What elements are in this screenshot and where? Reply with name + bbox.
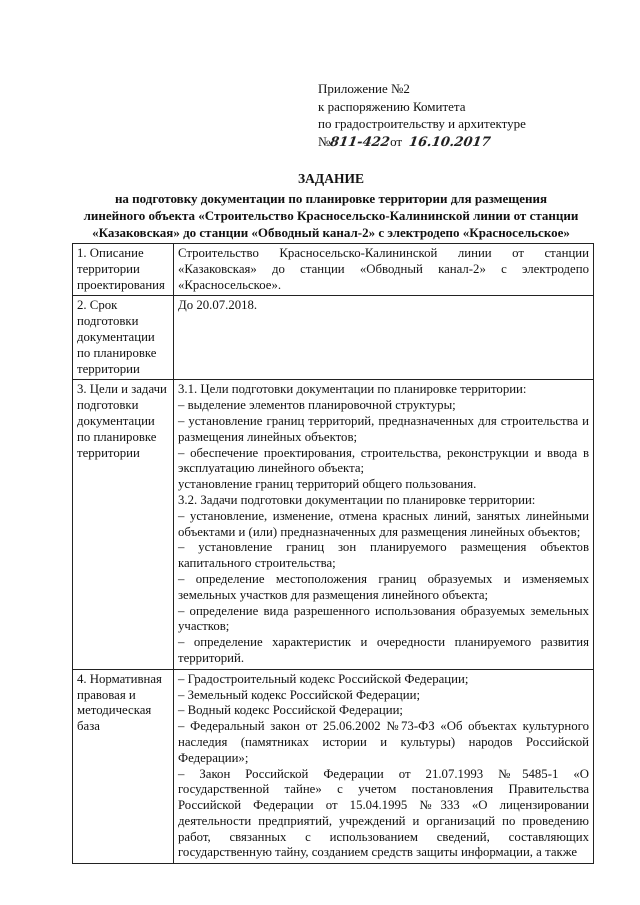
row-label: 4. Нормативная правовая и методическая база: [73, 669, 174, 864]
heading-line-3: «Казаковская» до станции «Обводный канал-2» с электродепо «Красносельское»: [92, 225, 570, 240]
content-paragraph: – установление, изменение, отмена красных линий, занятых линейными объектами и (или) предназначенных для размещения линейных объектов;: [178, 508, 589, 539]
appendix-block: [318, 80, 526, 151]
heading-line-1: на подготовку документации по планировке территории для размещения: [114, 191, 548, 206]
content-paragraph: – обеспечение проектирования, строительства, реконструкции и ввода в эксплуатацию линейного объекта;: [178, 445, 589, 476]
table-row: [73, 244, 594, 296]
appendix-number-date: [318, 133, 526, 152]
content-paragraph: – выделение элементов планировочной структуры;: [178, 398, 456, 413]
content-paragraph: 3.1. Цели подготовки документации по планировке территории:: [178, 382, 527, 397]
content-paragraph: – определение вида разрешенного использования образуемых земельных участков;: [178, 603, 589, 634]
table-row: [73, 669, 594, 864]
table-row: [73, 380, 594, 669]
row-label: 1. Описание территории проектирования: [73, 244, 174, 296]
row-content: [174, 380, 594, 669]
row-label: 2. Срок подготовки документации по планировке территории: [73, 296, 174, 380]
document-heading: [64, 170, 598, 241]
content-paragraph: – Федеральный закон от 25.06.2002 №73-ФЗ «Об объектах культурного наследия (памятниках истории и культуры) народов Российской Федерации»;: [178, 719, 589, 765]
content-paragraph: – Водный кодекс Российской Федерации;: [178, 703, 403, 718]
content-paragraph: До 20.07.2018.: [178, 298, 258, 313]
row-content: [174, 669, 594, 864]
content-paragraph: установление границ территорий общего пользования.: [178, 477, 477, 492]
content-paragraph: 3.2. Задачи подготовки документации по планировке территории:: [178, 492, 536, 507]
content-paragraph: – Закон Российской Федерации от 21.07.1993 №5485-1 «О государственной тайне» с учетом постановления Правительства Российской Федерации от 15.04.1995 №333 «О лицензировании деятельности предприятий, учреждений и организаций по проведению работ, связанных с использованием сведений, составляющих государственную тайну, созданием средств защиты информации, а также: [178, 766, 589, 860]
content-paragraph: – установление границ зон планируемого размещения объектов капитального строительства;: [178, 540, 589, 571]
row-label: 3. Цели и задачи подготовки документации по планировке территории: [73, 380, 174, 669]
content-paragraph: – установление границ территорий, предназначенных для строительства и размещения линейных объектов;: [178, 413, 589, 444]
content-paragraph: Строительство Красносельско-Калининской линии от станции «Казаковская» до станции «Обводный канал-2» с электродепо «Красносельское».: [178, 246, 589, 292]
content-paragraph: – определение характеристик и очередности планируемого развития территорий.: [178, 635, 589, 665]
content-paragraph: – Градостроительный кодекс Российской Федерации;: [178, 671, 469, 686]
appendix-committee: по градостроительству и архитектуре: [318, 116, 526, 131]
appendix-title: Приложение №2: [318, 81, 410, 96]
table-row: [73, 296, 594, 380]
handwritten-number: 811-422: [329, 134, 392, 150]
from-label: от: [390, 133, 403, 149]
content-paragraph: – определение местоположения границ образуемых и изменяемых земельных участков для размещения линейного объекта;: [178, 571, 589, 602]
handwritten-date: 16.10.2017: [408, 134, 492, 150]
row-content: [174, 296, 594, 380]
appendix-order-ref: к распоряжению Комитета: [318, 98, 466, 114]
row-content: [174, 244, 594, 296]
document-title: ЗАДАНИЕ: [298, 171, 364, 186]
content-paragraph: – Земельный кодекс Российской Федерации;: [178, 687, 421, 702]
number-prefix: №: [318, 133, 331, 149]
heading-line-2: линейного объекта «Строительство Красносельско-Калининской линии от станции: [83, 208, 579, 223]
task-table: [72, 243, 594, 864]
